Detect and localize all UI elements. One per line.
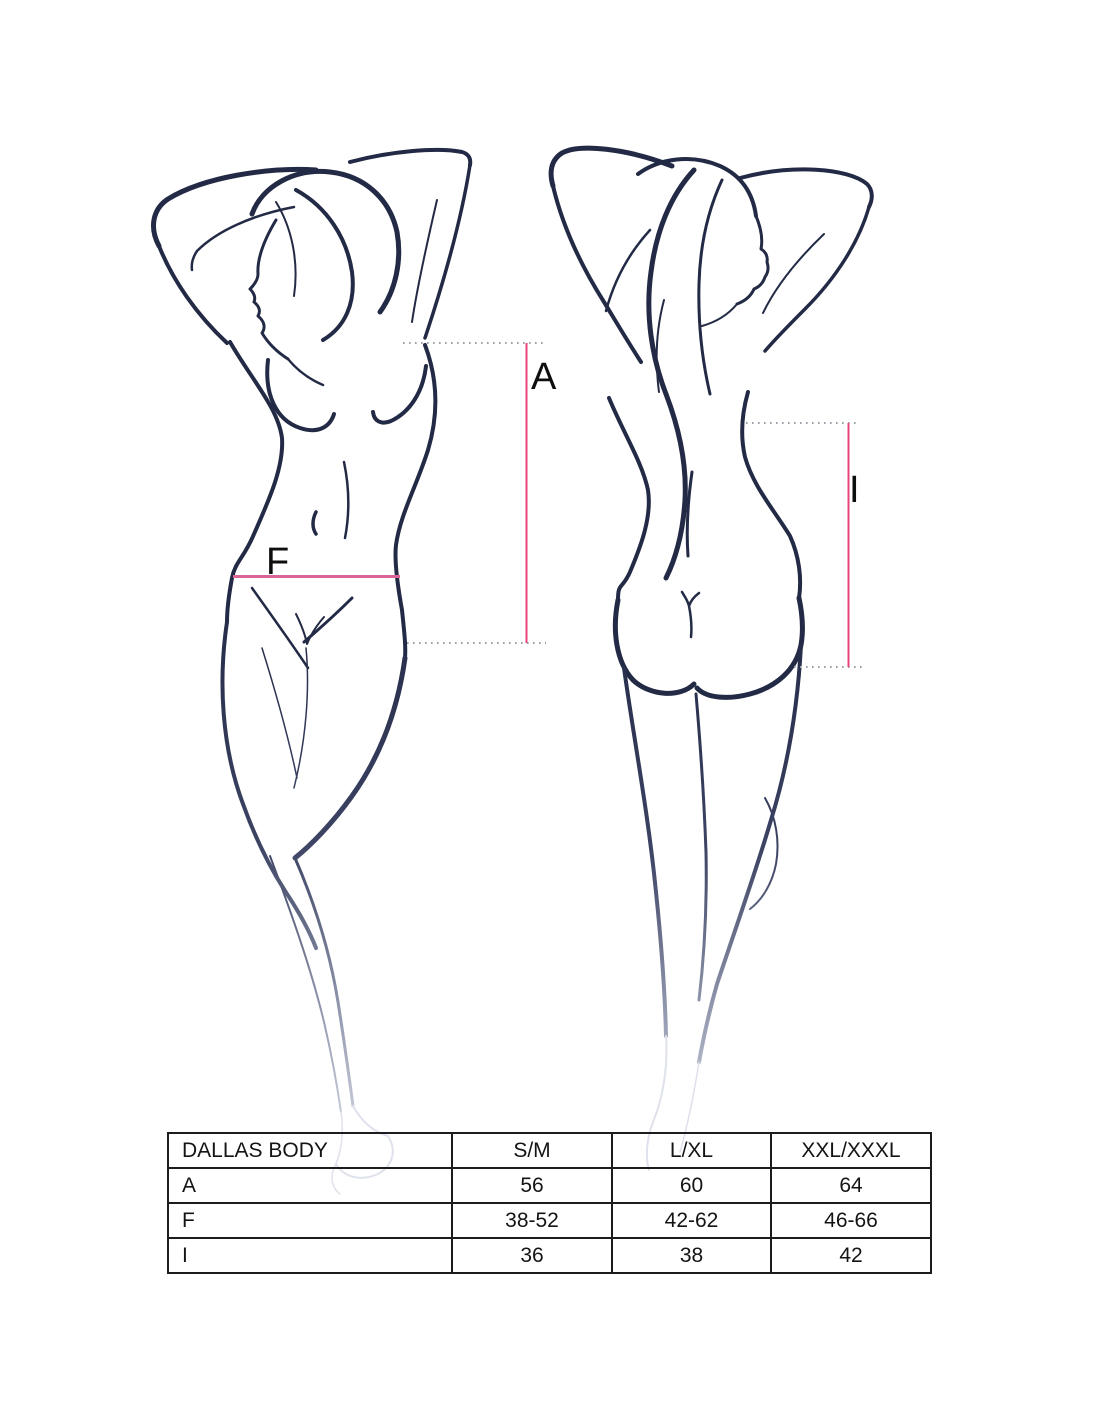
size-table-row-f <box>168 1203 931 1238</box>
size-table-cell: 56 <box>452 1168 612 1203</box>
back-buttock-crease-stroke <box>682 592 699 637</box>
size-table-row-label: A <box>168 1168 452 1203</box>
back-inner-leg-stroke <box>696 694 706 1000</box>
size-table-row-a <box>168 1168 931 1203</box>
size-table-header-xxl: XXL/XXXL <box>771 1133 931 1168</box>
size-table-cell: 36 <box>452 1238 612 1273</box>
front-figure-legs <box>222 622 405 1112</box>
back-face-profile-stroke <box>737 216 768 304</box>
back-head-outer-stroke <box>638 159 756 216</box>
measurement-label-f: F <box>266 541 290 583</box>
front-cross-thigh-stroke <box>295 658 405 858</box>
size-table-cell: 42-62 <box>612 1203 771 1238</box>
size-table <box>167 1132 932 1274</box>
front-right-arm-top-stroke <box>350 150 470 165</box>
size-table-cell: 60 <box>612 1168 771 1203</box>
size-table-product-name: DALLAS BODY <box>168 1133 452 1168</box>
back-figure-drawing <box>551 148 872 697</box>
front-right-arm-inner-stroke <box>412 200 437 322</box>
back-left-side-stroke <box>609 398 649 600</box>
front-figure-drawing <box>153 150 470 668</box>
front-hair-inner-stroke <box>296 190 353 340</box>
size-table-cell: 42 <box>771 1238 931 1273</box>
front-inner-thigh2-stroke <box>294 648 308 788</box>
back-hair-strand-stroke <box>699 180 722 394</box>
back-knee-detail-stroke <box>750 798 778 909</box>
front-left-arm-inner-stroke <box>192 207 294 270</box>
front-inner-thigh-stroke <box>262 648 297 778</box>
front-right-side-stroke <box>395 345 435 658</box>
front-shin2-stroke <box>270 856 341 1112</box>
back-spine-stroke <box>687 472 692 556</box>
size-table-header-sm: S/M <box>452 1133 612 1168</box>
back-right-buttock-stroke <box>697 598 802 697</box>
front-hair-wisp-stroke <box>276 202 296 296</box>
back-left-leg-stroke <box>624 668 666 1036</box>
front-left-pelvis-stroke <box>252 588 308 668</box>
front-chin-neck-stroke <box>288 359 323 385</box>
measurement-label-i: I <box>849 469 860 511</box>
extension-dotted-lines <box>403 343 862 667</box>
front-abdomen-line-stroke <box>344 462 348 538</box>
size-table-cell: 38 <box>612 1238 771 1273</box>
back-right-arm-top-stroke <box>740 169 872 207</box>
size-table-row-i <box>168 1238 931 1273</box>
size-table-row-label: I <box>168 1238 452 1273</box>
back-left-forearm-stroke <box>553 186 641 362</box>
front-right-breast-stroke <box>373 366 426 423</box>
back-figure-legs <box>624 645 801 1062</box>
back-neck-stroke <box>702 304 737 326</box>
front-navel-stroke <box>313 512 316 534</box>
back-left-arm-inner-stroke <box>606 230 650 311</box>
front-face-profile-stroke <box>250 220 288 359</box>
back-right-leg-stroke <box>699 645 801 1062</box>
measurement-label-a: A <box>531 356 557 398</box>
size-table-header-lxl: L/XL <box>612 1133 771 1168</box>
size-table-row-label: F <box>168 1203 452 1238</box>
front-hair-outer-stroke <box>252 171 399 312</box>
size-table-cell: 38-52 <box>452 1203 612 1238</box>
size-table-cell: 46-66 <box>771 1203 931 1238</box>
front-shin-stroke <box>295 858 353 1106</box>
front-right-forearm-stroke <box>425 165 470 338</box>
size-table-cell: 64 <box>771 1168 931 1203</box>
size-table-header-row <box>168 1133 931 1168</box>
back-right-forearm-stroke <box>765 207 869 351</box>
